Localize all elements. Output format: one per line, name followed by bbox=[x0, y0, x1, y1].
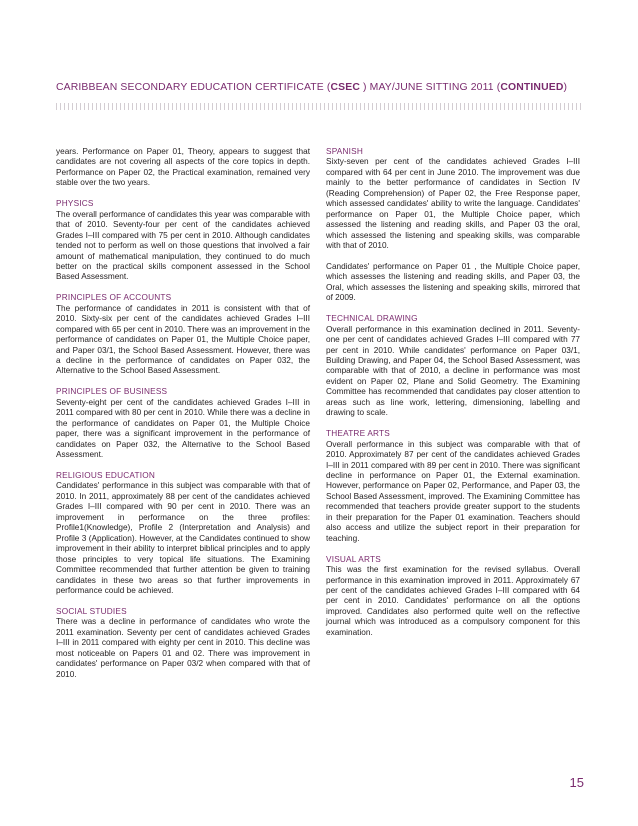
header-title-bold: CSEC bbox=[330, 82, 360, 93]
section-heading-accounts: PRINCIPLES OF ACCOUNTS bbox=[56, 293, 172, 303]
section-body-visual: This was the first examination for the revised syllabus. Overall performance in this examination improved in 2011. Approximately 67 per cent of the candidates achieved Grades I–III compared with 64 per cent in 2010. Candidates' performance on all the options improved. Candidates also performed quite well on the reflective journal which was introduced as a compulsory component for this examination. bbox=[326, 565, 580, 637]
header-title-part: CARIBBEAN SECONDARY EDUCATION CERTIFICATE ( bbox=[56, 82, 331, 93]
section-body-social: There was a decline in performance of candidates who wrote the 2011 examination. Seventy per cent of candidates achieved Grades I–III in 2011 compared with eighty per cent in 2010. This decline was most noticeable on Papers 01 and 02. There was improvement in candidates' performance on Paper 03/2 when compared with that of 2010. bbox=[56, 617, 310, 679]
page-number: 15 bbox=[569, 775, 584, 790]
section-body-technical: Overall performance in this examination declined in 2011. Seventy-one per cent of candidates achieved Grades I–III compared with 77 per cent in 2010. While candidates' performance on Paper 03/1, Building Drawing, and Paper 04, the School Based Assessment, was comparable with that of 2010, a decline in performance was most evident on Paper 02, Plane and Solid Geometry. The Examining Committee has recommended that candidates pay closer attention to areas such as line work, lettering, dimensioning, labelling and drawing to scale. bbox=[326, 324, 580, 418]
section-heading-technical: TECHNICAL DRAWING bbox=[326, 314, 418, 324]
section-body-theatre: Overall performance in this subject was comparable with that of 2010. Approximately 87 per cent of the candidates achieved Grades I–III in 2011 compared with 89 per cent in 2010. There was significant decline in performance on Paper 01, the External examination. However, performance on Paper 02, Performance, and Paper 03, the School Based Assessment, improved. The Examining Committee has recommended that teachers provide greater support to the students in their preparation for the Paper 01 examination. Teachers should also access and utilize the subject report in their preparation for teaching. bbox=[326, 439, 580, 543]
header-title-part: ) MAY/JUNE SITTING 2011 ( bbox=[360, 82, 501, 93]
page-header bbox=[56, 82, 576, 93]
section-heading-business: PRINCIPLES OF BUSINESS bbox=[56, 387, 168, 397]
section-heading-social: SOCIAL STUDIES bbox=[56, 606, 127, 616]
header-divider bbox=[56, 103, 584, 110]
section-body-accounts: The performance of candidates in 2011 is consistent with that of 2010. Sixty-six per cent of the candidates achieved Grades I–III compared with 65 per cent in 2010. There was an improvement in the performance of candidates on Paper 01, the Multiple Choice paper, and Paper 03/1, the School Based Assessment. However, there was a decline in the performance of candidates on Paper 032, the Alternative to the School Based Assessment. bbox=[56, 303, 310, 376]
section-heading-spanish: SPANISH bbox=[326, 147, 364, 156]
section-body-spanish: Sixty-seven per cent of the candidates achieved Grades I–III compared with 64 per cent in June 2010. The improvement was due mainly to the better performance of candidates in Section IV (Reading Comprehension) of Paper 02, the Free Response paper, which assessed candidates' ability to write the language. Candidates' performance on Paper 01, the Multiple Choice paper, which assessed the listening and reading skills, and Paper 03 the oral, which assessed the listening and speaking skills, was comparable with that of 2010. bbox=[326, 157, 580, 251]
section-body-spanish-2: Candidates' performance on Paper 01 , the Multiple Choice paper, which assesses the listening and reading skills, and Paper 03, the Oral, which assesses the listening and speaking skills, mirrored that of 2009. bbox=[326, 261, 580, 303]
section-heading-religious: RELIGIOUS EDUCATION bbox=[56, 470, 155, 480]
header-title-bold: CONTINUED bbox=[500, 82, 564, 93]
section-heading-visual: VISUAL ARTS bbox=[326, 554, 381, 564]
header-title-part: ) bbox=[563, 82, 568, 93]
left-column bbox=[56, 147, 310, 690]
section-body-religious: Candidates' performance in this subject was comparable with that of 2010. In 2011, approximately 88 per cent of the candidates achieved Grades I–III compared with 90 per cent in 2010. There was an improvement in performance on the three profiles: Profile1(Knowledge), Profile 2 (Interpretation and Analysis) and Profile 3 (Application). However, at the Candidates continued to show improvement in their ability to interpret biblical principles and to apply those principles to very topical life situations. The Examining Committee recommended that further attention be given to training candidates in these two areas so that further improvements in performance could be achieved. bbox=[56, 481, 310, 595]
section-body-physics: The overall performance of candidates this year was comparable with that of 2010. Seventy-four per cent of the candidates achieved Grades I–III compared with 75 per cent in 2010. Although candidates tended not to perform as well on those questions that involved a fair amount of mathematical manipulation, they continued to do much better on the practical skills component assessed in the School Based Assessment. bbox=[56, 209, 310, 282]
right-column bbox=[326, 147, 580, 649]
section-heading-physics: PHYSICS bbox=[56, 199, 94, 209]
section-heading-theatre: THEATRE ARTS bbox=[326, 429, 390, 439]
intro-paragraph: years. Performance on Paper 01, Theory, appears to suggest that candidates are not covering all aspects of the core topics in depth. Performance on Paper 02, the Practical examination, remained very stable over the two years. bbox=[56, 147, 310, 188]
section-body-business: Seventy-eight per cent of the candidates achieved Grades I–III in 2011 compared with 80 per cent in 2010. While there was a decline in the performance of candidates on Paper 01, the Multiple Choice paper, there was a significant improvement in the performance of candidates on Paper 032, the Alternative to the School Based Assessment. bbox=[56, 397, 310, 460]
